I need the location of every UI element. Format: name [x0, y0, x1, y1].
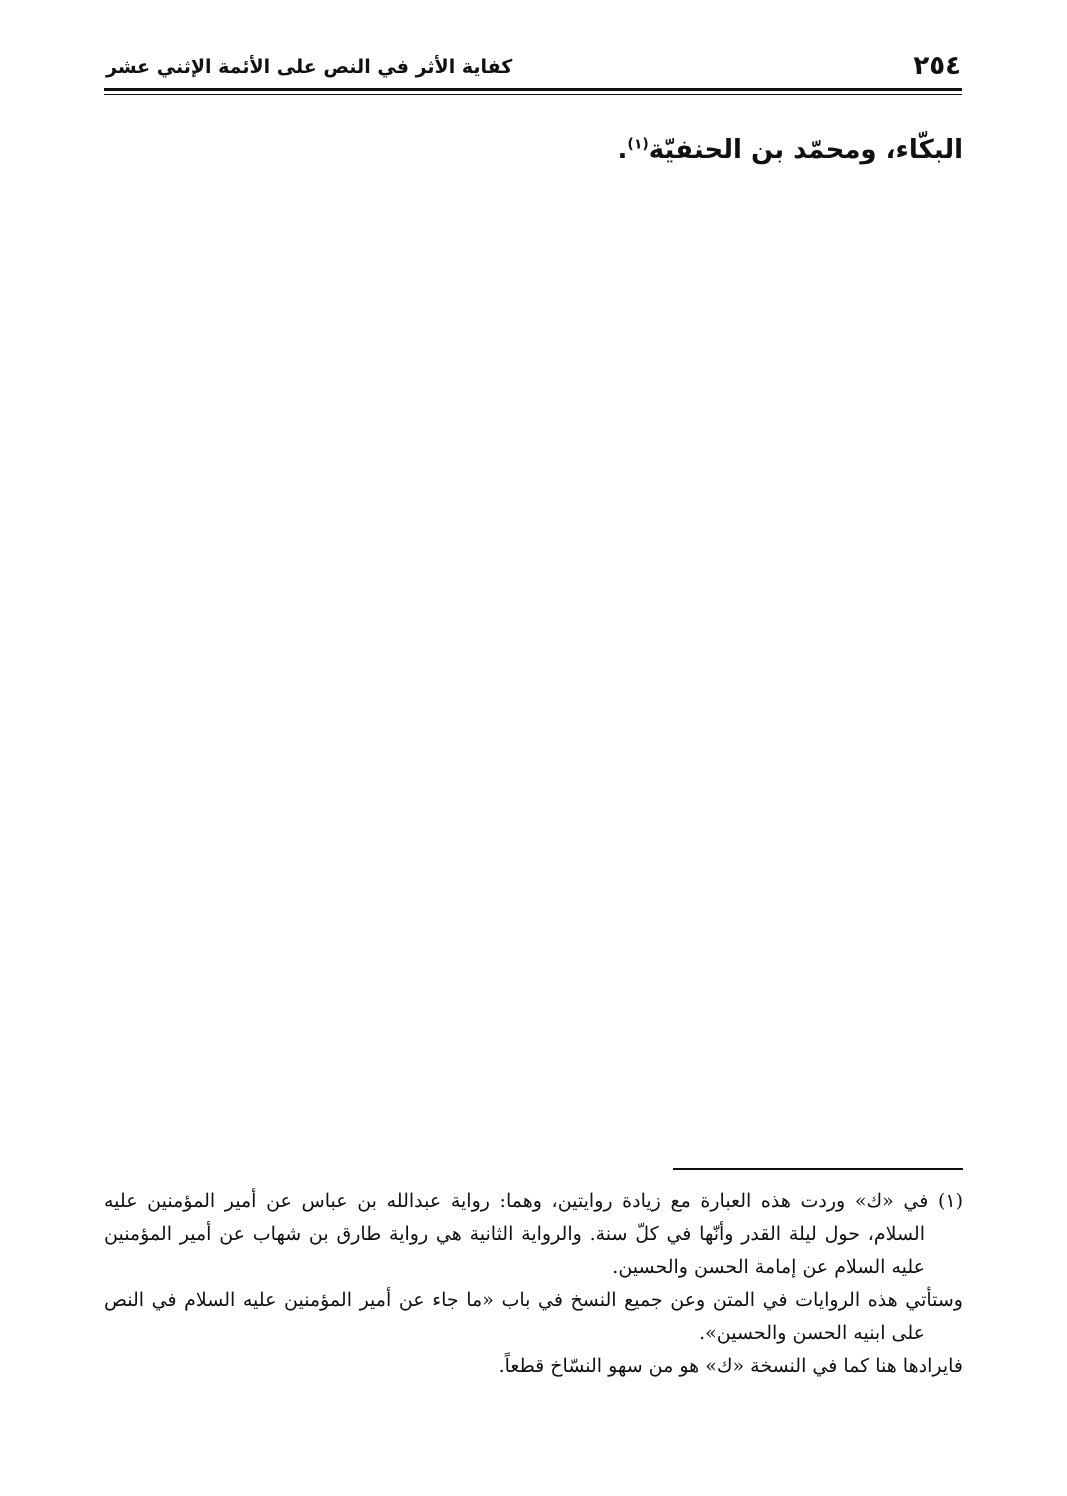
footnote-separator [673, 1168, 963, 1170]
page-number: ٢٥٤ [913, 51, 961, 81]
main-text-body: البكّاء، ومحمّد بن الحنفيّة [648, 135, 963, 165]
footnotes [104, 1185, 963, 1383]
footnote-1 [104, 1185, 963, 1284]
footnote-1-label: (١) [937, 1190, 963, 1212]
main-text [618, 128, 963, 172]
main-text-end: . [617, 135, 628, 165]
header-rule-thin [104, 94, 962, 95]
footnote-1-paragraph-2: وستأتي هذه الروايات في المتن وعن جميع النسخ في باب «ما جاء عن أمير المؤمنين عليه السلام في النص على ابنيه الحسن والحسين». [104, 1289, 963, 1344]
footnote-marker: (١) [627, 136, 649, 153]
header-rule-thick [104, 88, 962, 91]
footnote-1-text: في «ك» وردت هذه العبارة مع زيادة روايتين، وهما: رواية عبدالله بن عباس عن أمير المؤمنين عليه السلام، حول ليلة القدر وأنّها في كلّ سنة. والرواية الثانية هي رواية طارق بن شهاب عن أمير المؤمنين عليه السلام عن إمامة الحسن والحسين. [104, 1190, 929, 1278]
book-title: كفاية الأثر في النص على الأئمة الإثني عشر [106, 56, 513, 78]
running-header [100, 50, 967, 82]
footnote-1-paragraph-3: فايرادها هنا كما في النسخة «ك» هو من سهو النسّاخ قطعاً. [498, 1355, 963, 1377]
